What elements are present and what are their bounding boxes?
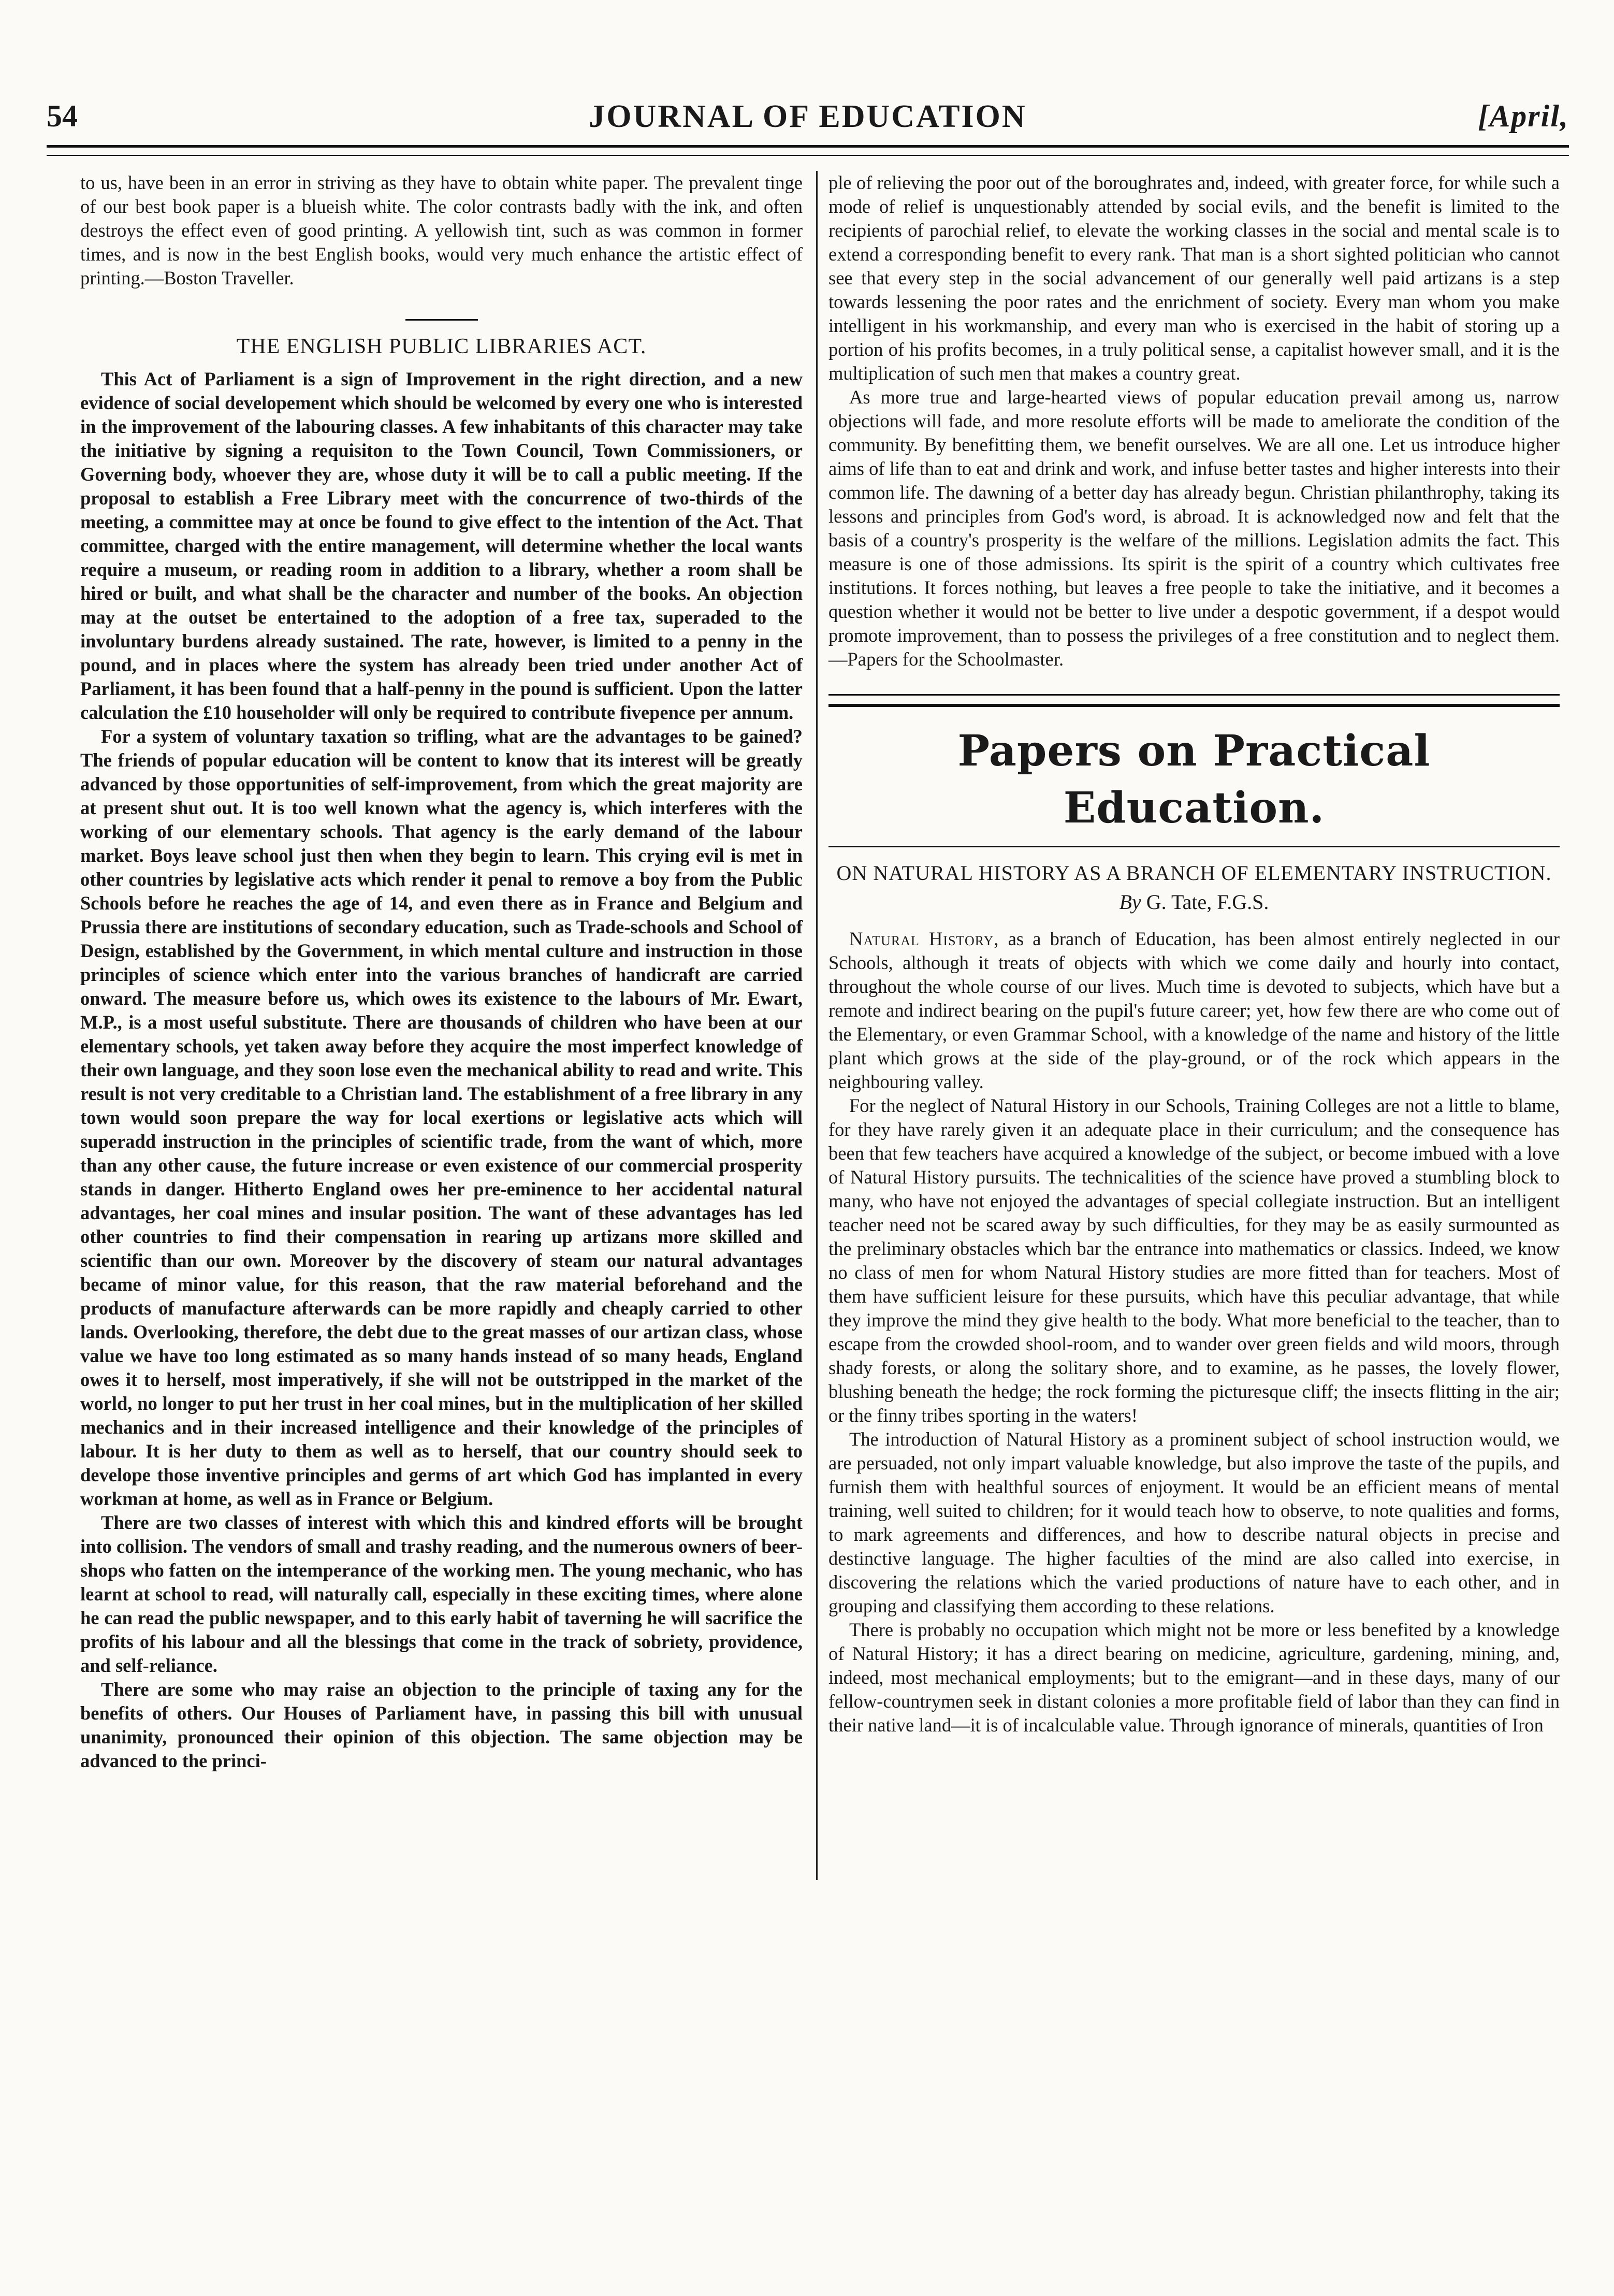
left-column <box>80 171 803 1773</box>
body-paragraph: There are some who may raise an objection to the principle of taxing any for the benefits of others. Our Houses of Parliament have, in passing this bill with unusual unanimity, pronounced their opinion of this objection. The same objection may be advanced to the princi- <box>80 1679 803 1771</box>
article-paragraph-text: as a branch of Education, has been almost entirely neglected in our Schools, although it treats of objects with which we come daily and hourly into contact, throughout the whole course of our lives. Much time is devoted to subjects, which have but a remote and indirect bearing on the pupil's future career; yet, how few there are who come out of the Elementary, or even Grammar School, with a knowledge of the name and history of the little plant which grows at the side of the play-ground, or of the rock which appears in the neighbouring valley. <box>828 928 1560 1092</box>
article-paragraph <box>828 927 1560 1094</box>
intro-paragraph: to us, have been in an error in striving as they have to obtain white paper. The prevalent tinge of our best book paper is a blueish white. The color contrasts badly with the ink, and often destroys the effect even of good printing. A yellowish tint, such as was common in former times, and is now in the best English books, would very much enhance the artistic effect of printing.—Boston Traveller. <box>80 172 803 288</box>
section-title: Papers on Practical Education. <box>957 726 1431 833</box>
continuation-paragraph: ple of relieving the poor out of the boroughrates and, indeed, with greater force, for while such a mode of relief is unquestionably attended by social evils, and the benefit is limited to the recipients of parochial relief, to elevate the working classes in the social and mental scale is to extend a corresponding benefit to every rank. That man is a short sighted politician who cannot see that every step in the social advancement of our generally well paid artizans is a step towards lessening the poor rates and the enrichment of society. Every man whom you make intelligent in his workmanship, and every man who is exercised in the habit of storing up a portion of his profits becomes, in a truly political sense, a capitalist however small, and it is the multiplication of such men that makes a country great. <box>828 172 1560 384</box>
continuation-paragraph: As more true and large-hearted views of popular education prevail among us, narrow objections will fade, and more resolute efforts will be made to ameliorate the condition of the community. By benefitting them, we benefit ourselves. We are all one. Let us introduce higher aims of life than to eat and drink and work, and infuse better tastes and higher interests into their common life. The dawning of a better day has already begun. Christian philanthrophy, taking its lessons and principles from God's word, is abroad. It is acknowledged now and felt that the basis of a country's prosperity is the welfare of the millions. Legislation admits the fact. This measure is one of those admissions. Its spirit is the spirit of a country which cultivates free institutions. It forces nothing, but leaves a free people to take the initiative, and it becomes a question whether it would not be better to live under a despotic government, if a despot would promote improvement, than to possess the privileges of a free constitution and to neglect them.—Papers for the Schoolmaster. <box>828 386 1560 670</box>
running-header <box>47 98 1569 145</box>
body-paragraph: There are two classes of interest with which this and kindred efforts will be brought into collision. The vendors of small and trashy reading, and the numerous owners of beer-shops who fatten on the intemperance of the working men. The young mechanic, who has learnt at school to read, will naturally call, especially in these exciting times, where alone he can read the public newspaper, and to this early habit of taverning he will sacrifice the profits of his labour and all the blessings that come in the track of sobriety, providence, and self-reliance. <box>80 1512 803 1676</box>
header-rule <box>47 145 1569 156</box>
issue-month: [April, <box>1478 99 1569 133</box>
column-divider <box>816 171 818 1880</box>
section-rule <box>828 694 1560 707</box>
article-lead: Natural History, <box>849 928 999 949</box>
section-underline <box>828 846 1560 847</box>
article-paragraph: There is probably no occupation which might not be more or less benefited by a knowledge of Natural History; it has a direct bearing on medicine, agriculture, gardening, mining, and, indeed, most mechanical employments; but to the emigrant—and in these days, many of our fellow-countrymen seek in distant colonies a more profitable field of labor than they can find in their native land—it is of incalculable value. Through ignorance of minerals, quantities of Iron <box>828 1619 1560 1736</box>
article-title-libraries-act: THE ENGLISH PUBLIC LIBRARIES ACT. <box>236 335 647 358</box>
article-separator <box>405 319 478 321</box>
journal-title: JOURNAL OF EDUCATION <box>589 99 1027 134</box>
article-title-natural-history: ON NATURAL HISTORY AS A BRANCH OF ELEMENTARY INSTRUCTION. <box>836 861 1552 885</box>
body-paragraph: This Act of Parliament is a sign of Improvement in the right direction, and a new evidence of social developement which should be welcomed by every one who is interested in the improvement of the labouring classes. A few inhabitants of this character may take the initiative by signing a requisiton to the Town Council, Town Commissioners, or Governing body, whoever they are, whose duty it will be to call a public meeting. If the proposal to establish a Free Library meet with the concurrence of two-thirds of the meeting, a committee may at once be found to give effect to the intention of the Act. That committee, charged with the entire management, will determine whether the local wants require a museum, or reading room in addition to a library, whether a room shall be hired or built, and what shall be the character and number of the books. An objection may at the outset be entertained to the adoption of a free tax, superaded to the involuntary burdens already sustained. The rate, however, is limited to a penny in the pound, and in places where the system has already been tried under another Act of Parliament, it has been found that a half-penny in the pound is sufficient. Upon the latter calculation the £10 householder will only be required to contribute fivepence per annum. <box>80 368 803 723</box>
byline-prefix: By <box>1119 890 1141 914</box>
article-paragraph: For the neglect of Natural History in our Schools, Training Colleges are not a little to blame, for they have rarely given it an adequate place in their curriculum; and the consequence has been that few teachers have acquired a knowledge of the subject, or become imbued with a love of Natural History pursuits. The technicalities of the science have proved a stumbling block to many, who have not enjoyed the advantages of special collegiate instruction. But an intelligent teacher need not be scared away by such difficulties, for they may be as easily surmounted as the preliminary obstacles which bar the entrance into mathematics or classics. Indeed, we know no class of men for whom Natural History studies are more fitted than for teachers. Most of them have sufficient leisure for these pursuits, which have this peculiar advantage, that while they improve the mind they give health to the body. What more beneficial to the teacher, than to escape from the crowded shool-room, and to wander over green fields and wild moors, through shady forests, or along the solitary shore, and to examine, as he passes, the lovely flower, blushing beneath the hedge; the rock forming the picturesque cliff; the insects flitting in the air; or the finny tribes sporting in the waters! <box>828 1095 1560 1426</box>
right-column <box>828 171 1560 1737</box>
byline <box>828 888 1560 917</box>
body-paragraph: For a system of voluntary taxation so trifling, what are the advantages to be gained? The friends of popular education will be content to know that its interest will be greatly advanced by those opportunities of self-improvement, from which the great majority are at present shut out. It is too well known what the agency is, which interferes with the working of our elementary schools. That agency is the early demand of the labour market. Boys leave school just then when they begin to learn. This crying evil is met in other countries by legislative acts which render it penal to remove a boy from the Public Schools before he reaches the age of 14, and even there as in France and Belgium and Prussia there are institutions of secondary education, such as Trade-schools and School of Design, established by the Government, in which mental culture and instruction in those principles of science which enter into the various branches of handicraft are carried onward. The measure before us, which owes its existence to the labours of Mr. Ewart, M.P., is a most useful substitute. There are thousands of children who have been at our elementary schools, yet taken away before they acquire the most imperfect knowledge of their own language, and they soon lose even the mechanical ability to read and write. This result is not very creditable to a Christian land. The establishment of a free library in any town would soon prepare the way for local exertions or legislative acts which will superadd instruction in the principles of scientific trade, from the want of which, more than any other cause, the future increase or even existence of our commercial prosperity stands in danger. Hitherto England owes her pre-eminence to her accidental natural advantages, her coal mines and insular position. The want of these advantages has led other countries to find their compensation in rearing up artizans more skilled and scientific than our own. Moreover by the discovery of steam our natural advantages became of minor value, for this reason, that the raw material beforehand and the products of manufacture afterwards can be more rapidly and cheaply carried to other lands. Overlooking, therefore, the debt due to the great masses of our artizan class, whose value we have too long estimated as so many hands instead of so many heads, England owes it to herself, most imperatively, if she will not be outstripped in the market of the world, no longer to put her trust in her coal mines, but in the multiplication of her skilled mechanics and in their increased intelligence and their knowledge of the principles of labour. It is her duty to them as well as to herself, that our country should seek to develope those inventive principles and germs of art which God has implanted in every workman at home, as well as in France or Belgium. <box>80 726 803 1509</box>
byline-author: G. Tate, F.G.S. <box>1146 890 1269 914</box>
page-number: 54 <box>47 99 78 133</box>
article-paragraph: The introduction of Natural History as a prominent subject of school instruction would, we are persuaded, not only impart valuable knowledge, but also improve the taste of the pupils, and furnish them with healthful sources of enjoyment. It would be an efficient means of mental training, well suited to children; for it would teach how to observe, to note qualities and forms, to mark agreements and differences, and how to describe natural objects in precise and destinctive language. The higher faculties of the mind are also called into exercise, in discovering the relations which the varied productions of nature have to each other, and in grouping and classifying them according to these relations. <box>828 1428 1560 1616</box>
